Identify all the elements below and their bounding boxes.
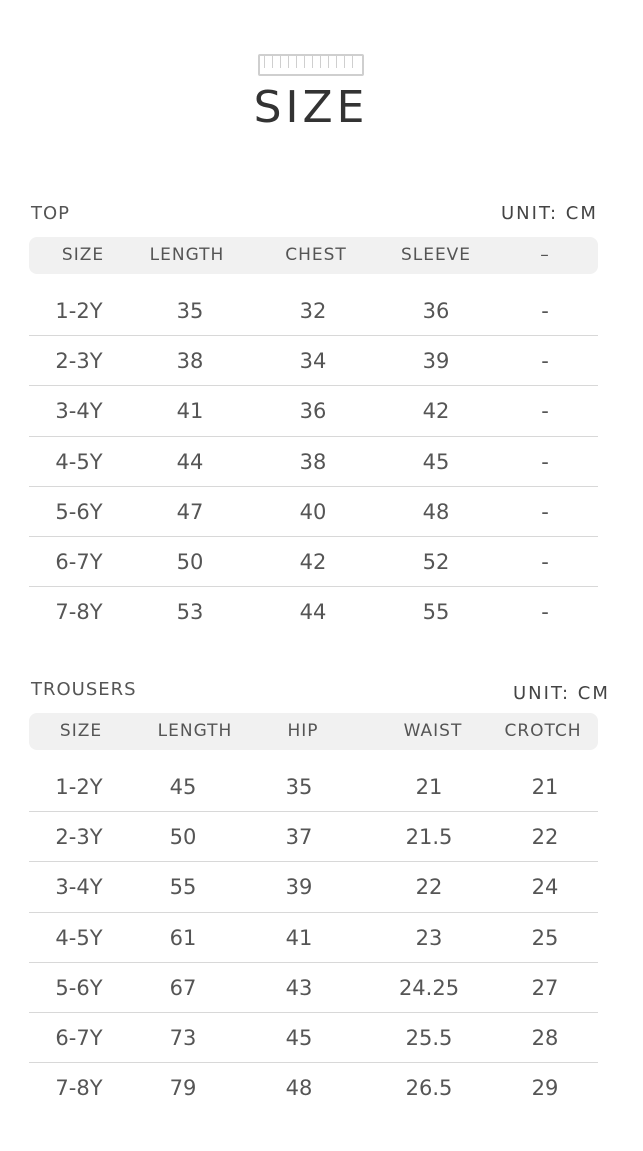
table-cell: 39 (422, 349, 450, 374)
column-header-sleeve: SLEEVE (400, 245, 472, 265)
table-cell: 6-7Y (55, 1026, 103, 1050)
table-cell: 3-4Y (55, 875, 103, 900)
table-row (29, 386, 598, 436)
table-cell: 38 (299, 449, 327, 474)
table-cell: 1-2Y (55, 775, 103, 799)
table-cell: 25.5 (405, 1026, 453, 1050)
table-cell: 27 (531, 975, 559, 1000)
table-cell: 35 (176, 299, 204, 323)
table-row (29, 336, 598, 386)
table-cell: 5-6Y (55, 499, 103, 524)
column-header-size: SIZE (61, 245, 105, 265)
table-cell: 45 (169, 775, 197, 799)
table-cell: 25 (531, 925, 559, 950)
trousers-table-header (29, 713, 598, 750)
table-row (29, 963, 598, 1013)
table-cell: 55 (422, 600, 450, 625)
table-cell: 34 (299, 349, 327, 374)
table-cell: 4-5Y (55, 925, 103, 950)
table-row (29, 762, 598, 812)
table-row (29, 812, 598, 862)
table-cell: - (541, 299, 549, 323)
table-cell: 48 (422, 499, 450, 524)
trousers-unit-label: UNIT: CM (513, 683, 610, 704)
table-cell: 35 (285, 775, 313, 799)
table-cell: 36 (422, 299, 450, 323)
table-cell: 5-6Y (55, 975, 103, 1000)
table-row (29, 1013, 598, 1063)
table-cell: 26.5 (405, 1076, 453, 1101)
column-header-length: LENGTH (157, 721, 233, 741)
table-cell: - (541, 600, 549, 625)
column-header-waist: WAIST (403, 721, 463, 741)
table-cell: - (541, 399, 549, 424)
trousers-section-label: TROUSERS (31, 679, 137, 700)
table-cell: 44 (299, 600, 327, 625)
table-cell: 43 (285, 975, 313, 1000)
table-cell: 6-7Y (55, 550, 103, 574)
table-row (29, 437, 598, 487)
table-cell: - (541, 550, 549, 574)
ruler-icon (258, 54, 364, 76)
table-cell: 23 (415, 925, 443, 950)
table-cell: 3-4Y (55, 399, 103, 424)
table-cell: 67 (169, 975, 197, 1000)
table-cell: 29 (531, 1076, 559, 1101)
table-row (29, 286, 598, 336)
table-cell: 53 (176, 600, 204, 625)
table-row (29, 487, 598, 537)
table-cell: 24 (531, 875, 559, 900)
table-cell: - (541, 349, 549, 374)
table-cell: 37 (285, 825, 313, 850)
table-cell: 22 (531, 825, 559, 850)
top-unit-label: UNIT: CM (501, 203, 598, 224)
table-cell: 39 (285, 875, 313, 900)
column-header-hip: HIP (287, 721, 319, 741)
table-cell: 7-8Y (55, 600, 103, 625)
page-title: SIZE (253, 82, 369, 133)
table-cell: 36 (299, 399, 327, 424)
table-row (29, 862, 598, 912)
table-cell: 55 (169, 875, 197, 900)
table-cell: 47 (176, 499, 204, 524)
column-header-size: SIZE (59, 721, 103, 741)
table-cell: 45 (285, 1026, 313, 1050)
table-cell: 1-2Y (55, 299, 103, 323)
column-header-length: LENGTH (149, 245, 225, 265)
table-cell: 21 (415, 775, 443, 799)
table-cell: 42 (422, 399, 450, 424)
table-cell: 41 (285, 925, 313, 950)
table-row (29, 1063, 598, 1113)
top-section-label: TOP (31, 203, 71, 224)
table-cell: 50 (169, 825, 197, 850)
table-cell: 42 (299, 550, 327, 574)
table-cell: 2-3Y (55, 825, 103, 850)
table-cell: 48 (285, 1076, 313, 1101)
table-cell: - (541, 449, 549, 474)
column-header-chest: CHEST (285, 245, 347, 265)
table-cell: 4-5Y (55, 449, 103, 474)
table-cell: 28 (531, 1026, 559, 1050)
table-cell: 52 (422, 550, 450, 574)
column-header-blank: – (540, 245, 550, 265)
table-cell: - (541, 499, 549, 524)
table-cell: 50 (176, 550, 204, 574)
table-row (29, 587, 598, 637)
table-row (29, 913, 598, 963)
table-cell: 44 (176, 449, 204, 474)
table-cell: 73 (169, 1026, 197, 1050)
table-cell: 32 (299, 299, 327, 323)
table-cell: 24.25 (398, 975, 460, 1000)
table-cell: 41 (176, 399, 204, 424)
top-table-header (29, 237, 598, 274)
table-cell: 7-8Y (55, 1076, 103, 1101)
table-cell: 21 (531, 775, 559, 799)
table-cell: 45 (422, 449, 450, 474)
table-cell: 40 (299, 499, 327, 524)
table-cell: 61 (169, 925, 197, 950)
table-cell: 21.5 (405, 825, 453, 850)
column-header-crotch: CROTCH (504, 721, 582, 741)
table-cell: 2-3Y (55, 349, 103, 374)
table-cell: 79 (169, 1076, 197, 1101)
size-logo (252, 52, 370, 142)
table-cell: 22 (415, 875, 443, 900)
table-cell: 38 (176, 349, 204, 374)
table-row (29, 537, 598, 587)
